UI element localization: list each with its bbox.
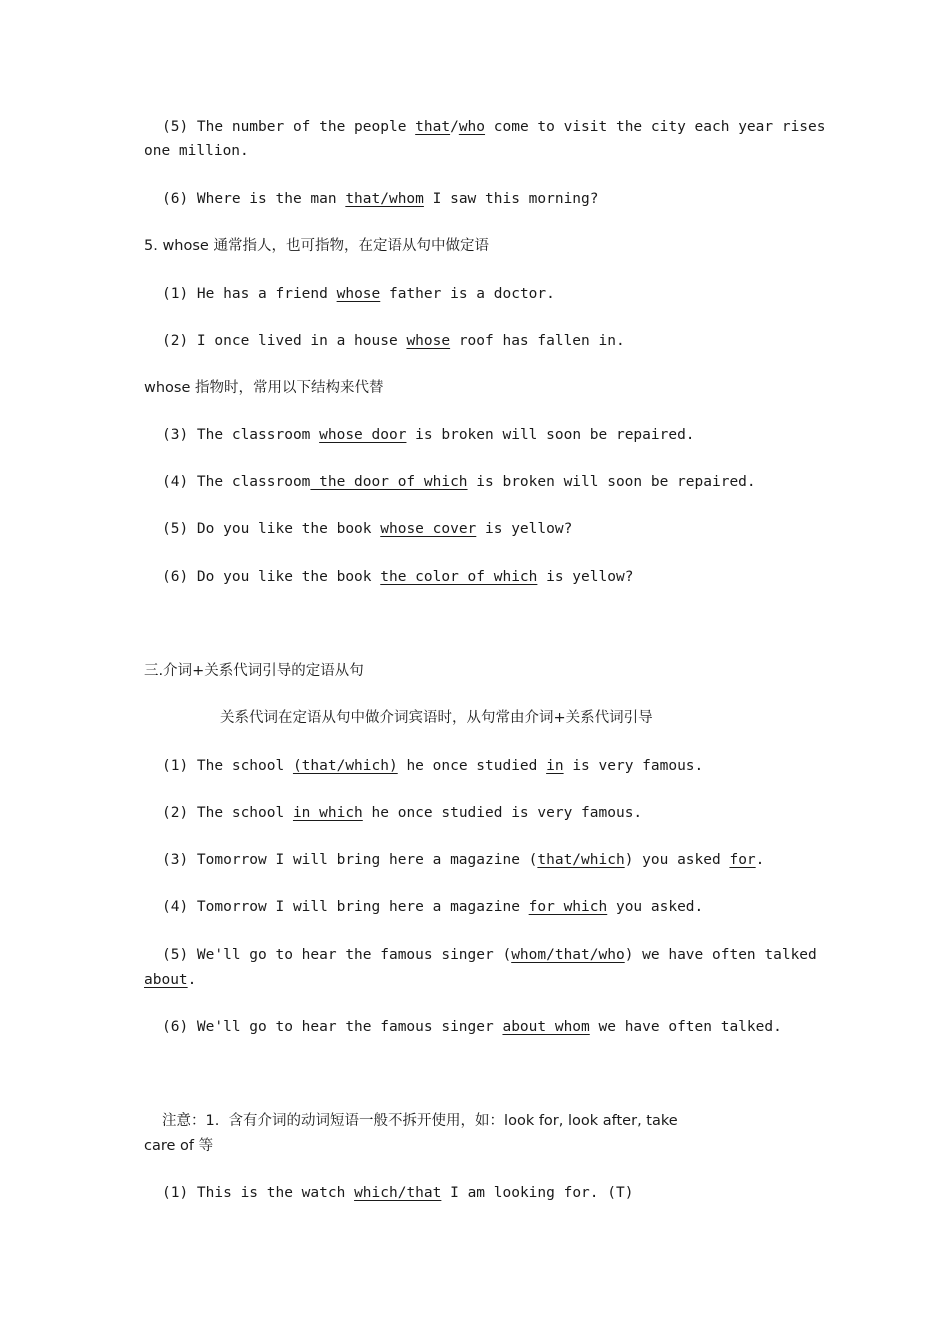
text-segment: is broken will soon be repaired. bbox=[467, 474, 756, 490]
underlined-answer: whose door bbox=[319, 427, 407, 443]
text-segment: (5) Do you like the book bbox=[162, 521, 381, 537]
text-line bbox=[162, 117, 826, 137]
text-segment: . bbox=[187, 972, 197, 988]
text-line bbox=[144, 970, 196, 990]
text-line bbox=[162, 756, 703, 776]
text-line bbox=[162, 945, 817, 965]
text-line bbox=[162, 425, 695, 445]
underlined-answer: (that/which) bbox=[292, 758, 398, 774]
text-segment: 5. whose 通常指人，也可指物，在定语从句中做定语 bbox=[144, 238, 489, 254]
text-segment: roof has fallen in. bbox=[450, 333, 625, 349]
underlined-answer: whose bbox=[336, 286, 381, 302]
text-segment: we have often talked. bbox=[589, 1019, 782, 1035]
text-segment: (2) The school bbox=[162, 805, 293, 821]
text-segment: (1) This is the watch bbox=[162, 1185, 355, 1201]
text-segment: 注意：1. 含有介词的动词短语一般不拆开使用，如：look for, look after, take bbox=[162, 1113, 678, 1129]
text-line bbox=[144, 661, 364, 681]
underlined-answer: about bbox=[144, 972, 188, 988]
text-segment: / bbox=[450, 119, 459, 135]
text-line bbox=[162, 850, 764, 870]
text-segment: (6) Where is the man bbox=[162, 191, 346, 207]
underlined-answer: which/that bbox=[354, 1185, 442, 1201]
text-line bbox=[162, 567, 633, 587]
text-line bbox=[162, 1111, 678, 1131]
underlined-answer: the color of which bbox=[380, 569, 538, 585]
text-segment: I saw this morning? bbox=[423, 191, 599, 207]
text-segment: (3) Tomorrow I will bring here a magazine ( bbox=[162, 852, 538, 868]
text-segment: you asked. bbox=[607, 899, 704, 915]
text-segment: (4) Tomorrow I will bring here a magazine bbox=[162, 899, 529, 915]
text-line bbox=[162, 1017, 782, 1037]
text-segment: (6) Do you like the book bbox=[162, 569, 381, 585]
text-segment: care of 等 bbox=[144, 1138, 214, 1154]
underlined-answer: the door of which bbox=[310, 474, 468, 490]
underlined-answer: that/which bbox=[537, 852, 625, 868]
text-line bbox=[162, 189, 599, 209]
text-line bbox=[162, 284, 555, 304]
underlined-answer: who bbox=[458, 119, 486, 135]
text-segment: he once studied bbox=[397, 758, 547, 774]
underlined-answer: for bbox=[729, 852, 756, 868]
text-segment: (3) The classroom bbox=[162, 427, 320, 443]
text-segment: is broken will soon be repaired. bbox=[406, 427, 695, 443]
underlined-answer: whom/that/who bbox=[511, 947, 625, 963]
text-segment: (5) We'll go to hear the famous singer ( bbox=[162, 947, 512, 963]
text-segment: is yellow? bbox=[476, 521, 573, 537]
text-segment: (6) We'll go to hear the famous singer bbox=[162, 1019, 503, 1035]
text-line bbox=[144, 236, 489, 256]
text-segment: is yellow? bbox=[537, 569, 634, 585]
text-line bbox=[162, 472, 756, 492]
text-segment: ) we have often talked bbox=[624, 947, 817, 963]
text-segment: (2) I once lived in a house bbox=[162, 333, 407, 349]
text-segment: one million. bbox=[144, 143, 249, 159]
underlined-answer: in bbox=[546, 758, 564, 774]
underlined-answer: that/whom bbox=[345, 191, 424, 207]
text-segment: (1) He has a friend bbox=[162, 286, 337, 302]
text-line bbox=[162, 1183, 633, 1203]
text-line bbox=[162, 803, 642, 823]
text-line bbox=[144, 378, 384, 398]
text-segment: ) you asked bbox=[624, 852, 730, 868]
text-line bbox=[162, 897, 703, 917]
text-segment: (4) The classroom bbox=[162, 474, 311, 490]
text-segment: 关系代词在定语从句中做介词宾语时，从句常由介词+关系代词引导 bbox=[220, 710, 653, 726]
text-segment: 三.介词+关系代词引导的定语从句 bbox=[144, 663, 364, 679]
text-segment: I am looking for. (T) bbox=[441, 1185, 634, 1201]
text-segment: come to visit the city each year rises bbox=[485, 119, 826, 135]
text-segment: (5) The number of the people bbox=[162, 119, 416, 135]
text-segment: (1) The school bbox=[162, 758, 293, 774]
text-line bbox=[144, 141, 249, 161]
underlined-answer: in which bbox=[292, 805, 363, 821]
text-line bbox=[162, 519, 572, 539]
underlined-answer: whose cover bbox=[380, 521, 477, 537]
text-segment: whose 指物时，常用以下结构来代替 bbox=[144, 380, 384, 396]
text-segment: he once studied is very famous. bbox=[362, 805, 643, 821]
text-segment: . bbox=[755, 852, 765, 868]
text-segment: is very famous. bbox=[563, 758, 704, 774]
underlined-answer: about whom bbox=[502, 1019, 590, 1035]
underlined-answer: for which bbox=[528, 899, 608, 915]
text-line bbox=[144, 1136, 213, 1156]
text-segment: father is a doctor. bbox=[380, 286, 555, 302]
underlined-answer: that bbox=[415, 119, 451, 135]
text-line bbox=[220, 708, 653, 728]
underlined-answer: whose bbox=[406, 333, 451, 349]
text-line bbox=[162, 331, 625, 351]
